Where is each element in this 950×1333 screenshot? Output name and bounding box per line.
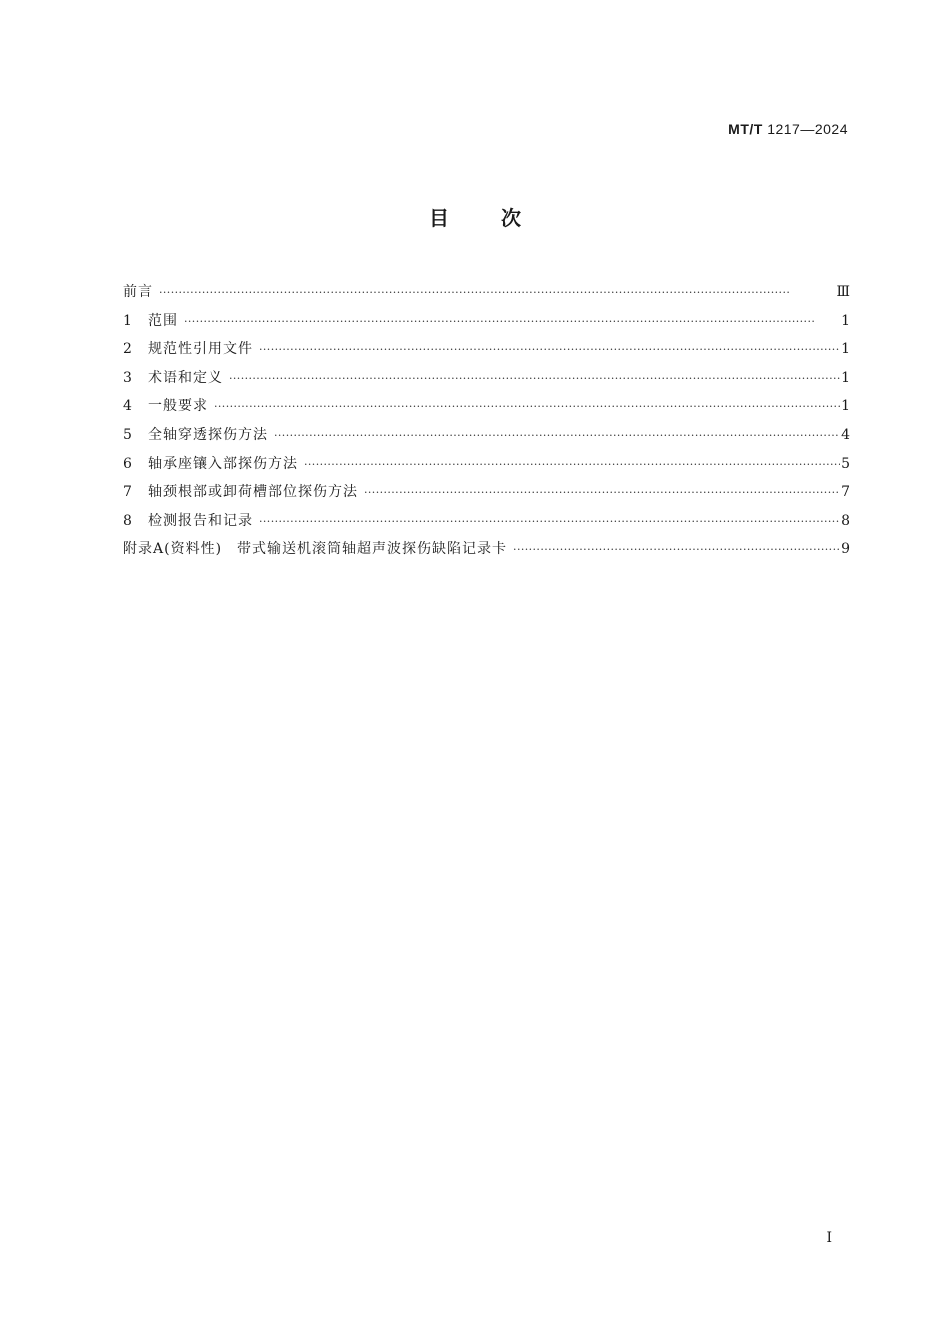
toc-entry-report-records[interactable] [123,510,850,539]
toc-dot-leader [184,315,840,328]
toc-dot-leader [259,343,840,356]
toc-entry-bearing-seat-method[interactable] [123,453,850,482]
toc-entry-terms-definitions[interactable] [123,367,850,396]
toc-entry-title: 一般要求 [148,398,208,415]
toc-entry-foreword[interactable] [123,281,850,310]
toc-entry-number: 3 [123,369,132,386]
toc-dot-leader [304,458,840,471]
toc-dot-leader [364,486,840,499]
toc-entry-number: 4 [123,398,132,415]
toc-entry-number: 6 [123,455,132,472]
toc-entry-title: 检测报告和记录 [148,512,253,529]
standard-code-prefix: MT/T [728,121,763,137]
toc-entry-page: 1 [841,312,850,329]
toc-dot-leader [159,286,835,299]
toc-entry-page: 5 [841,455,850,472]
toc-entry-page: 8 [841,512,850,529]
toc-entry-page: 9 [841,541,850,558]
toc-entry-title: 规范性引用文件 [148,341,253,358]
toc-entry-title: 范围 [148,312,178,329]
toc-entry-page: 4 [841,426,850,443]
toc-dot-leader [259,515,840,528]
toc-entry-page: 7 [841,484,850,501]
standard-code [728,121,848,137]
toc-dot-leader [274,429,840,442]
standard-code-number: 1217—2024 [767,121,848,137]
toc-entry-number: 2 [123,341,132,358]
toc-dot-leader [513,543,840,556]
toc-entry-scope[interactable] [123,310,850,339]
toc-entry-title: 附录A(资料性) 带式输送机滚筒轴超声波探伤缺陷记录卡 [123,541,508,558]
toc-entry-page: 1 [841,341,850,358]
toc-entry-normative-references[interactable] [123,338,850,367]
toc-entry-general-requirements[interactable] [123,395,850,424]
toc-entry-title: 前言 [123,284,153,300]
table-of-contents [123,281,850,567]
toc-entry-page: Ⅲ [836,284,850,300]
toc-dot-leader [214,400,840,413]
toc-entry-through-shaft-method[interactable] [123,424,850,453]
toc-entry-number: 5 [123,426,132,443]
toc-entry-journal-root-method[interactable] [123,481,850,510]
page-number: I [826,1230,832,1246]
toc-entry-annex-a[interactable] [123,538,850,567]
toc-entry-title: 轴承座镶入部探伤方法 [148,455,298,472]
toc-entry-number: 1 [123,312,132,329]
toc-entry-number: 8 [123,512,132,529]
toc-entry-title: 全轴穿透探伤方法 [148,426,268,443]
toc-entry-number: 7 [123,484,132,501]
toc-dot-leader [229,372,840,385]
toc-entry-title: 术语和定义 [148,369,223,386]
toc-entry-title: 轴颈根部或卸荷槽部位探伤方法 [148,484,358,501]
toc-entry-page: 1 [841,398,850,415]
toc-entry-page: 1 [841,369,850,386]
page-title: 目次 [429,206,573,230]
